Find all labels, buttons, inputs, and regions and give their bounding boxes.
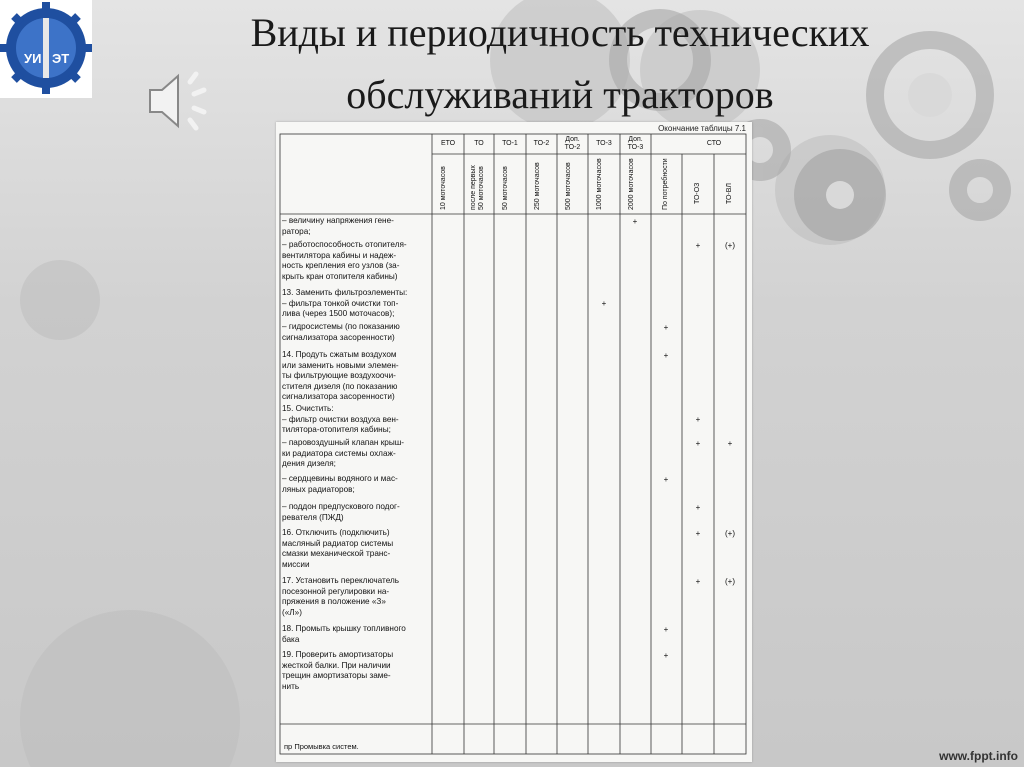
group-to2: ТО-2 — [533, 140, 550, 147]
table-caption: Окончание таблицы 7.1 — [658, 124, 746, 133]
subhead-5: 1000 моточасов — [596, 158, 603, 210]
group-to: ТО — [474, 140, 484, 147]
scanned-table — [276, 122, 752, 762]
table-cell-mark: + — [727, 439, 733, 448]
subhead-3: 250 моточасов — [534, 162, 541, 210]
subhead-4: 500 моточасов — [565, 162, 572, 210]
title-line-1: Виды и периодичность технических — [250, 10, 870, 55]
subhead-0: 10 моточасов — [440, 166, 447, 210]
subhead-6: 2000 моточасов — [628, 158, 635, 210]
table-row: – поддон предпускового подог- ревателя (ПЖД) — [282, 502, 400, 522]
table-row: – сердцевины водяного и мас- ляных радиаторов; — [282, 474, 398, 494]
table-row: – величину напряжения гене- ратора; — [282, 216, 394, 236]
table-cell-mark: + — [695, 415, 701, 424]
table-row: 18. Промыть крышку топливного бака — [282, 624, 406, 644]
table-cell-mark: + — [695, 503, 701, 512]
subhead-8: ТО-ОЗ — [694, 182, 701, 204]
group-eto: ЕТО — [440, 140, 456, 147]
logo-text-right: ЭТ — [52, 51, 70, 66]
table-cell-mark: (+) — [725, 577, 735, 586]
table-row: – паровоздушный клапан крыш- ки радиатора системы охлаж- дения дизеля; — [282, 438, 405, 469]
speaker-icon[interactable] — [146, 68, 216, 134]
table-cell-mark: + — [663, 475, 669, 484]
table-cell-mark: + — [663, 625, 669, 634]
table-cell-mark: + — [695, 439, 701, 448]
table-row: – работоспособность отопителя- вентилятора кабины и надеж- ность крепления его узлов (за- крыть кран отопителя кабины) — [282, 240, 407, 281]
subhead-2: 50 моточасов — [502, 166, 509, 210]
gear-logo-icon — [0, 0, 92, 98]
subhead-1: после первых 50 моточасов — [470, 165, 485, 210]
slide-title — [140, 2, 980, 126]
table-row: 17. Установить переключатель посезонной регулировки на- пряжения в положение «З» («Л») — [282, 576, 400, 617]
table-cell-mark: + — [695, 529, 701, 538]
table-cell-mark: + — [663, 323, 669, 332]
table-row: 13. Заменить фильтроэлементы: – фильтра тонкой очистки топ- лива (через 1500 моточасов); — [282, 288, 408, 319]
table-row: 16. Отключить (подключить) масляный радиатор системы смазки механической транс- миссии — [282, 528, 394, 569]
group-dop-to2: Доп. ТО-2 — [564, 136, 581, 151]
table-row: 19. Проверить амортизаторы жесткой балки. При наличии трещин амортизаторы заме- нить — [282, 650, 394, 691]
group-sto: СТО — [706, 140, 722, 147]
table-cell-mark: + — [695, 577, 701, 586]
table-cell-mark: + — [695, 241, 701, 250]
subhead-7: По потребности — [662, 158, 669, 210]
table-row: – гидросистемы (по показанию сигнализатора засоренности) — [282, 322, 400, 342]
site-url[interactable]: www.fppt.info — [939, 749, 1018, 763]
table-row: 15. Очистить: – фильтр очистки воздуха вен- тилятора-отопителя кабины; — [282, 404, 399, 435]
table-cell-mark: + — [663, 351, 669, 360]
logo — [0, 0, 92, 98]
table-cell-mark: (+) — [725, 241, 735, 250]
table-cell-mark: + — [601, 299, 607, 308]
group-to1: ТО-1 — [502, 140, 518, 147]
table-row: 14. Продуть сжатым воздухом или заменить новыми элемен- ты фильтрующие воздухоочи- стителя дизеля (по показанию сигнализатора засоренности) — [282, 350, 399, 402]
table-cell-mark: + — [663, 651, 669, 660]
table-cell-mark: + — [632, 217, 638, 226]
group-dop-to3: Доп. ТО-3 — [627, 136, 644, 151]
logo-text-left: УИ — [24, 51, 42, 66]
title-line-2: обслуживаний тракторов — [346, 72, 774, 117]
table-footnote: пр Промывка систем. — [284, 742, 359, 751]
group-to3: ТО-3 — [596, 140, 612, 147]
subhead-9: ТО-ВЛ — [726, 183, 733, 204]
table-cell-mark: (+) — [725, 529, 735, 538]
